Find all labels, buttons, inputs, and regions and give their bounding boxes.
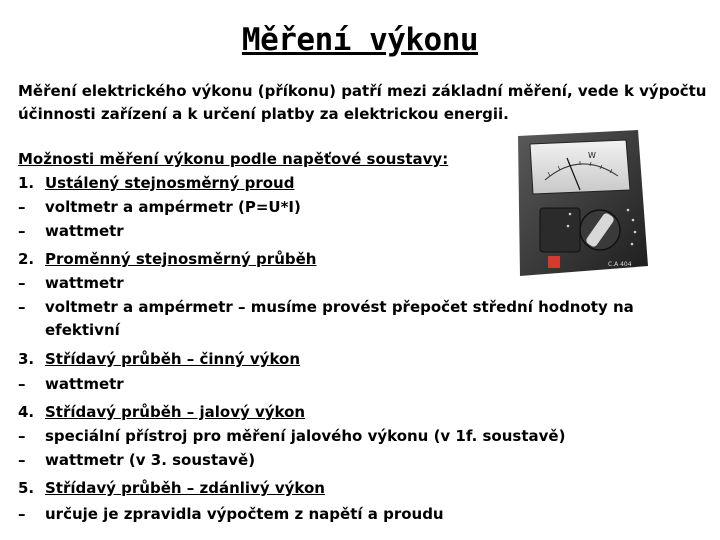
list-marker: 1. [18, 174, 35, 192]
list-item-text: Střídavý průběh – činný výkon [45, 350, 300, 368]
list-marker: 3. [18, 350, 35, 368]
list-marker: – [18, 427, 26, 445]
list-heading: Možnosti měření výkonu podle napěťové soustavy: [18, 150, 449, 168]
list-marker: 2. [18, 250, 35, 268]
list-item-text: Střídavý průběh – jalový výkon [45, 403, 306, 421]
list-item-text: wattmetr [45, 274, 124, 292]
list-marker: 4. [18, 403, 35, 421]
intro-paragraph: Měření elektrického výkonu (příkonu) patří mezi základní měření, vede k výpočtu účinnosti zařízení a k určení platby za elektrickou energii. [18, 82, 707, 123]
page-title: Měření výkonu [241, 22, 479, 58]
list-item-text: speciální přístroj pro měření jalového výkonu (v 1f. soustavě) [45, 427, 566, 445]
list-marker: – [18, 505, 26, 523]
list-item-text: Proměnný stejnosměrný průběh [45, 250, 317, 268]
list-marker: – [18, 274, 26, 292]
brand-logo-icon [548, 256, 560, 268]
meter-model-label: C.A 404 [608, 261, 632, 268]
list-item-text: wattmetr [45, 375, 124, 393]
list-item-text: Ustálený stejnosměrný proud [45, 174, 295, 192]
list-marker: – [18, 298, 26, 316]
list-marker: 5. [18, 479, 35, 497]
list-item-text: voltmetr a ampérmetr (P=U*I) [45, 198, 301, 216]
list-item-text: voltmetr a ampérmetr – musíme provést přepočet střední hodnoty na efektivní [45, 298, 634, 339]
list-marker: – [18, 222, 26, 240]
list-item-text: wattmetr [45, 222, 124, 240]
wattmeter-illustration [500, 128, 650, 278]
list-item-text: určuje je zpravidla výpočtem z napětí a proudu [45, 505, 444, 523]
list-item-text: Střídavý průběh – zdánlivý výkon [45, 479, 325, 497]
meter-unit-label: W [588, 151, 596, 160]
list-item-text: wattmetr (v 3. soustavě) [45, 451, 256, 469]
list-marker: – [18, 198, 26, 216]
list-marker: – [18, 451, 26, 469]
list-marker: – [18, 375, 26, 393]
